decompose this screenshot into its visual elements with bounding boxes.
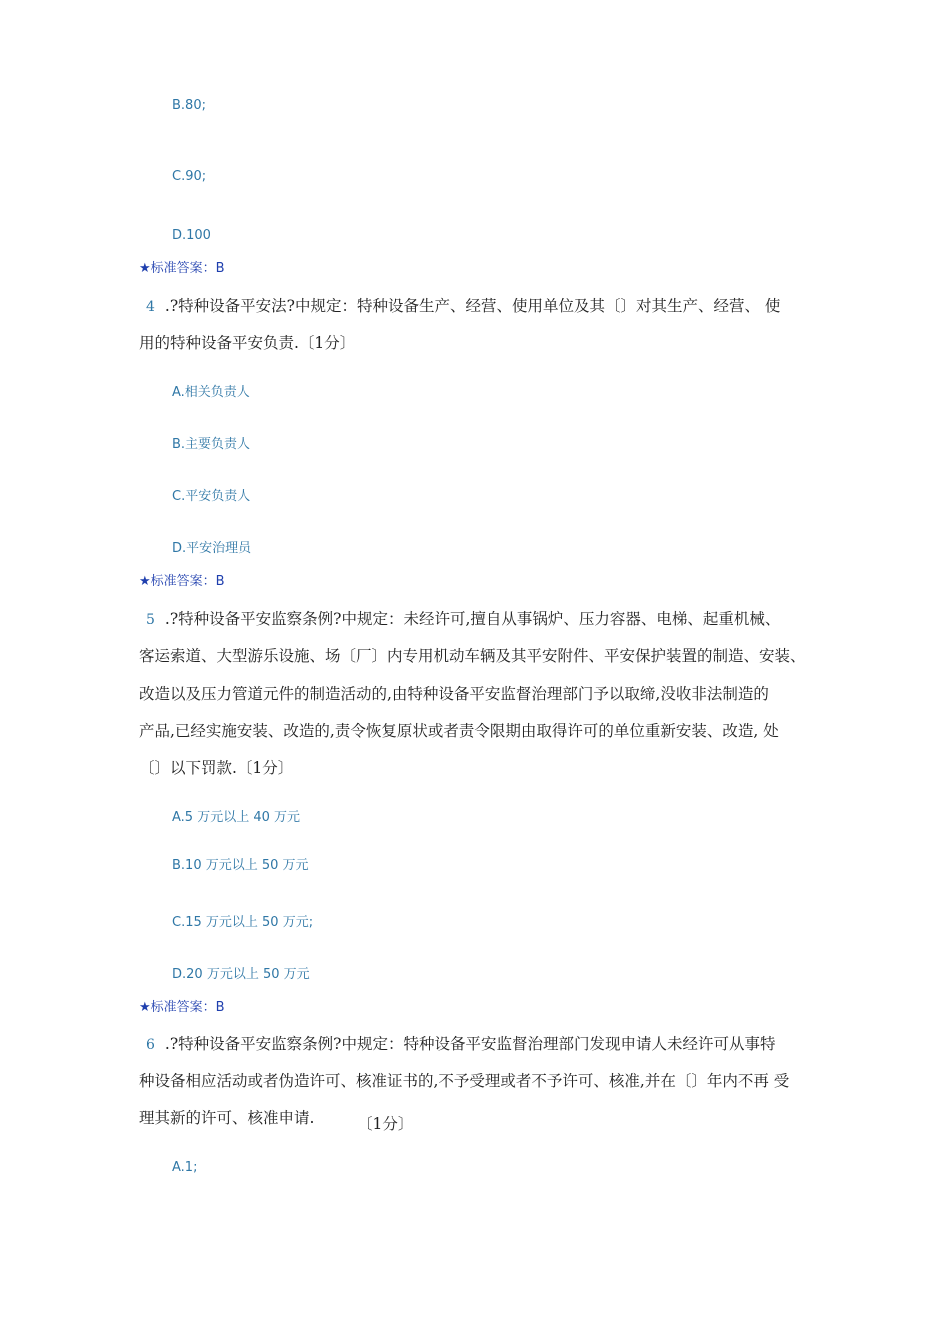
q5-option-c: C.15 万元以上 50 万元;	[172, 915, 314, 930]
q4-option-d: D.平安治理员	[172, 541, 252, 556]
q4-option-b: B.主要负责人	[172, 437, 251, 452]
q4-text-1: .?特种设备平安法?中规定：特种设备生产、经营、使用单位及其〔〕对其生产、经营、 使	[164, 297, 781, 315]
q3-option-b: B.80;	[172, 98, 206, 113]
q5-line-4: 产品,已经实施安装、改造的,责令恢复原状或者责令限期由取得许可的单位重新安装、改造, 处	[139, 722, 779, 740]
q6-line-2: 种设备相应活动或者伪造许可、核准证书的,不予受理或者不予许可、核准,并在〔〕年内不再 受	[139, 1072, 790, 1090]
q6-text-1: .?特种设备平安监察条例?中规定：特种设备平安监督治理部门发现申请人未经许可从事特	[164, 1035, 776, 1053]
q4-standard-answer	[139, 574, 225, 590]
answer-value: B	[215, 574, 225, 589]
q5-option-d: D.20 万元以上 50 万元	[172, 967, 310, 982]
q5-line-3: 改造以及压力管道元件的制造活动的,由特种设备平安监督治理部门予以取缔,没收非法制造的	[139, 685, 769, 703]
q4-option-a: A.相关负责人	[172, 385, 250, 400]
q4-line-2: 用的特种设备平安负责.〔1分〕	[139, 334, 356, 352]
q6-line-3: 理其新的许可、核准申请.	[139, 1109, 315, 1127]
q6-option-a: A.1;	[172, 1160, 198, 1175]
q4-line-1	[146, 296, 780, 317]
star-icon: ★	[139, 261, 151, 276]
q5-option-b: B.10 万元以上 50 万元	[172, 858, 309, 873]
q5-option-a: A.5 万元以上 40 万元	[172, 810, 301, 825]
q4-number: 4	[146, 299, 155, 315]
q5-line-2: 客运索道、大型游乐设施、场〔厂〕内专用机动车辆及其平安附件、平安保护装置的制造、安装、	[139, 647, 806, 665]
answer-label: 标准答案：	[150, 1000, 216, 1015]
answer-label: 标准答案：	[150, 261, 216, 276]
q3-standard-answer	[139, 261, 225, 277]
q4-option-c: C.平安负责人	[172, 489, 251, 504]
q6-number: 6	[146, 1037, 155, 1053]
q5-line-5: 〔〕以下罚款.〔1分〕	[139, 759, 294, 777]
q5-line-1	[146, 609, 780, 630]
answer-value: B	[215, 261, 225, 276]
answer-label: 标准答案：	[150, 574, 216, 589]
q3-option-d: D.100	[172, 228, 211, 243]
q3-option-c: C.90;	[172, 169, 207, 184]
q6-line-1	[146, 1034, 775, 1055]
answer-value: B	[215, 1000, 225, 1015]
star-icon: ★	[139, 1000, 151, 1015]
q5-standard-answer	[139, 1000, 225, 1016]
q5-number: 5	[146, 612, 155, 628]
star-icon: ★	[139, 574, 151, 589]
q6-score: 〔1分〕	[357, 1115, 414, 1133]
q5-text-1: .?特种设备平安监察条例?中规定：未经许可,擅自从事锅炉、压力容器、电梯、起重机械、	[164, 610, 781, 628]
